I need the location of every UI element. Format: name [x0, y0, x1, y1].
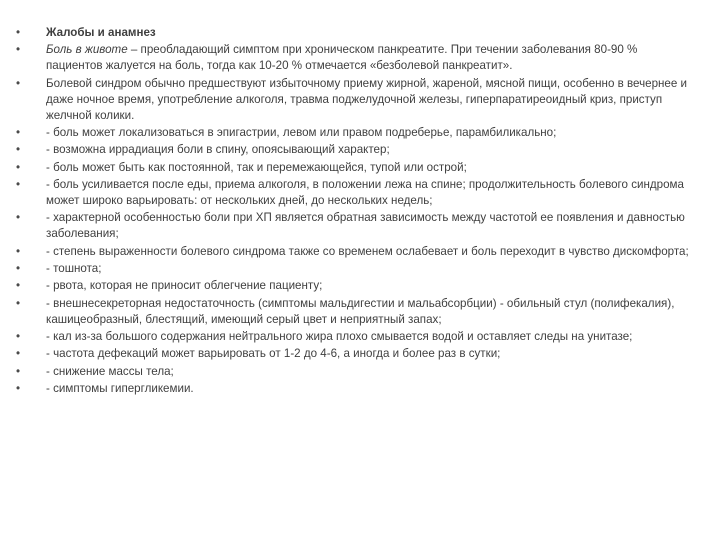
bullet-icon: • [16, 347, 21, 361]
bullet-icon: • [16, 26, 21, 39]
bullet-icon: • [16, 76, 21, 90]
list-item [16, 296, 696, 328]
list-item [16, 381, 696, 397]
list-item [16, 244, 696, 260]
item-text: - боль может быть как постоянной, так и перемежающейся, тупой или острой; [46, 160, 467, 174]
list-item [16, 142, 696, 158]
item-text: - боль усиливается после еды, приема алкоголя, в положении лежа на спине; продолжительность болевого синдрома может широко варьировать: от нескольких дней, до нескольких недель; [46, 177, 684, 208]
item-text: – преобладающий симптом при хроническом панкреатите. При течении заболевания 80-90 % пациентов жалуется на боль, тогда как 10-20 % отмечается «безболевой панкреатит». [46, 43, 638, 73]
bullet-list [16, 25, 696, 398]
list-item [16, 364, 696, 380]
bullet-icon: • [16, 177, 21, 191]
item-text: Болевой синдром обычно предшествуют избыточному приему жирной, жареной, мясной пищи, особенно в вечернее и даже ночное время, употребление алкоголя, травма поджелудочной железы, гиперпаратиреоидный криз, приступ желчной колики. [46, 76, 688, 122]
list-item [16, 42, 696, 74]
list-item [16, 261, 696, 277]
list-item [16, 329, 696, 345]
item-text: - тошнота; [46, 262, 102, 275]
list-item [16, 76, 696, 124]
list-item [16, 346, 696, 362]
item-text: - кал из-за большого содержания нейтрального жира плохо смывается водой и оставляет следы на унитазе; [46, 329, 633, 343]
bullet-icon: • [16, 296, 21, 310]
list-item [16, 177, 696, 209]
bullet-icon: • [16, 43, 21, 57]
bullet-icon: • [16, 262, 21, 275]
bullet-icon: • [16, 364, 21, 378]
item-text: - боль может локализоваться в эпигастрии, левом или правом подреберье, парамбиликально; [46, 126, 557, 140]
item-text: - возможна иррадиация боли в спину, опоясывающий характер; [46, 143, 390, 157]
item-text: - степень выраженности болевого синдрома также со временем ослабевает и боль переходит в чувство дискомфорта; [46, 244, 689, 258]
bullet-icon: • [16, 160, 21, 174]
bullet-icon: • [16, 211, 21, 225]
list-item [16, 210, 696, 242]
list-item-heading [16, 25, 696, 41]
item-text: - частота дефекаций может варьировать от 1-2 до 4-6, а иногда и более раз в сутки; [46, 347, 501, 361]
bullet-icon: • [16, 143, 21, 157]
bullet-icon: • [16, 279, 21, 293]
item-text: - рвота, которая не приносит облегчение пациенту; [46, 279, 323, 293]
item-text: - характерной особенностью боли при ХП является обратная зависимость между частотой ее появления и давностью заболевания; [46, 211, 685, 241]
section-heading: Жалобы и анамнез [46, 26, 156, 39]
list-item [16, 125, 696, 141]
bullet-icon: • [16, 381, 21, 395]
bullet-icon: • [16, 244, 21, 258]
item-text: - снижение массы тела; [46, 364, 174, 378]
bullet-icon: • [16, 329, 21, 343]
item-text: - внешнесекреторная недостаточность (симптомы мальдигестии и мальабсорбции) - обильный стул (полифекалия), кашицеобразный, блестящий, имеющий серый цвет и неприятный запах; [46, 296, 675, 326]
item-text: - симптомы гипергликемии. [46, 381, 194, 395]
term-italic: Боль в животе [46, 43, 128, 57]
list-item [16, 278, 696, 294]
list-item [16, 160, 696, 176]
bullet-icon: • [16, 126, 21, 140]
